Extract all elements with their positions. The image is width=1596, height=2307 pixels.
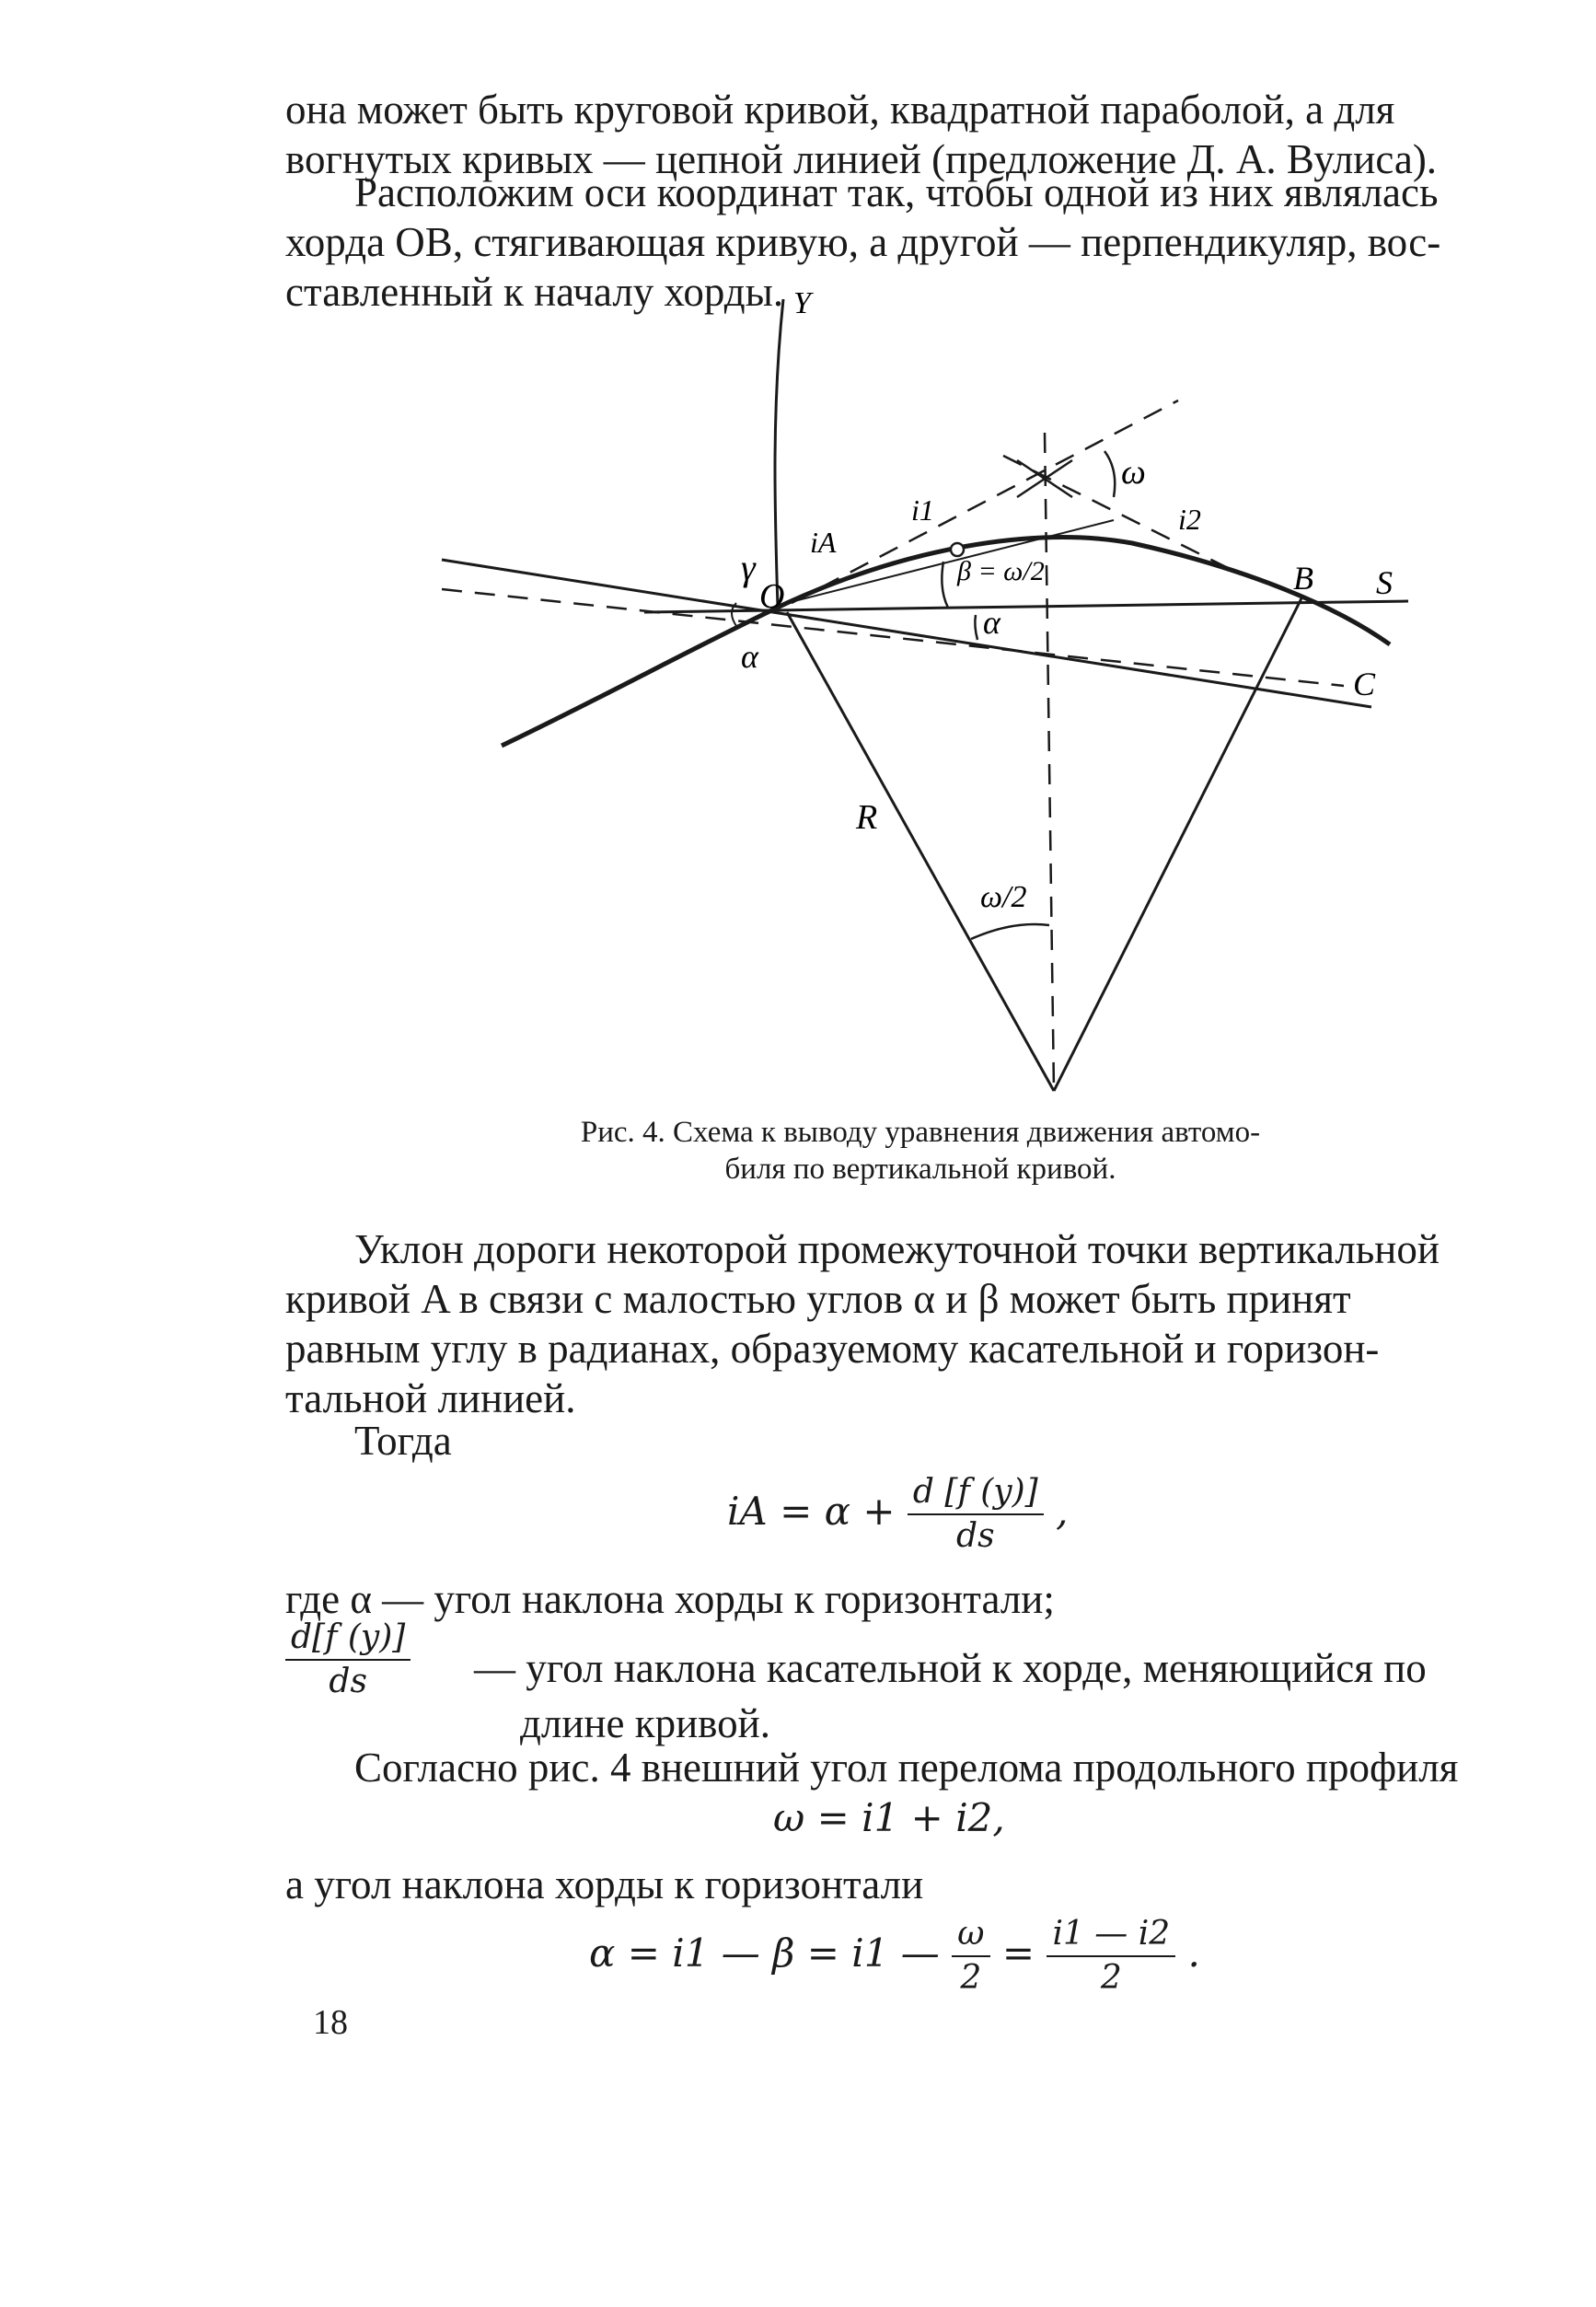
label-o: O (759, 577, 785, 616)
then-word: Тогда (354, 1418, 452, 1464)
label-omega-half: ω/2 (980, 880, 1027, 914)
formula-ia-tail: , (1056, 1489, 1069, 1534)
formula-alpha (589, 1915, 1200, 1998)
slope-line-3: равным углу в радианах, образуемому касательной и горизон- (285, 1326, 1380, 1372)
axes-line-3: ставленный к началу хорды. (285, 269, 784, 315)
formula-alpha-frac2 (1047, 1915, 1175, 1998)
then-paragraph (285, 1416, 1523, 1466)
omega-half-arc (971, 924, 1049, 939)
where-desc-2 (520, 1698, 1072, 1748)
formula-ia (727, 1473, 1068, 1556)
label-c: C (1353, 666, 1376, 702)
center-dashed (1045, 433, 1054, 1091)
radius-left (787, 612, 1054, 1091)
label-i2: i2 (1178, 503, 1201, 536)
formula-ia-fraction (908, 1473, 1044, 1556)
formula-alpha-frac2-den: 2 (1100, 1959, 1122, 1997)
slope-paragraph (285, 1224, 1523, 1423)
figure-caption (460, 1114, 1381, 1188)
axes-line-1: Расположим оси координат так, чтобы одной из них являлась (354, 169, 1439, 215)
formula-alpha-frac1-den: 2 (960, 1959, 982, 1997)
radius-right (1054, 597, 1302, 1091)
formula-alpha-end: . (1187, 1930, 1200, 1976)
where-line-1: где α — угол наклона хорды к горизонтали; (285, 1576, 1055, 1622)
formula-alpha-frac2-num: i1 — i2 (1047, 1915, 1175, 1957)
alpha-arc-mid (975, 615, 977, 640)
formula-alpha-frac1 (952, 1915, 989, 1998)
where-line-2: — угол наклона касательной к хорде, меняющийся по (474, 1645, 1427, 1691)
caption-line-1: Рис. 4. Схема к выводу уравнения движения автомо- (580, 1116, 1261, 1149)
chord-paragraph (285, 1860, 1523, 1909)
label-beta: β = ω/2 (957, 556, 1045, 586)
slope-line-1: Уклон дороги некоторой промежуточной точки вертикальной (354, 1226, 1440, 1272)
intro-line-2: вогнутых кривых — цепной линией (предложение Д. А. Вулиса). (285, 136, 1438, 182)
point-a (951, 543, 964, 556)
formula-ia-denominator: ds (956, 1517, 995, 1555)
according-line: Согласно рис. 4 внешний угол перелома продольного профиля (354, 1745, 1459, 1791)
where-fraction (285, 1618, 411, 1701)
where-frac-numerator: d[f (y)] (285, 1618, 411, 1661)
where-line-3: длине кривой. (520, 1700, 770, 1746)
label-gamma: γ (741, 547, 756, 588)
vertical-curve (502, 538, 1390, 746)
formula-ia-numerator: d [f (y)] (908, 1473, 1044, 1515)
line-to-c (442, 560, 1371, 707)
label-alpha-mid: α (983, 604, 1000, 641)
formula-alpha-part1: α = i1 — β = i1 — (589, 1930, 940, 1976)
slope-line-2: кривой A в связи с малостью углов α и β может быть принят (285, 1276, 1351, 1322)
y-axis (775, 299, 783, 608)
label-ia: iA (810, 526, 837, 559)
axes-line-2: хорда OB, стягивающая кривую, а другой — перпендикуляр, вос- (285, 219, 1441, 265)
according-paragraph (285, 1743, 1523, 1792)
label-b: B (1293, 560, 1313, 597)
beta-arc (942, 562, 948, 608)
intersection-mark (1017, 460, 1072, 497)
label-y: Y (793, 286, 811, 320)
where-paragraph (285, 1574, 1523, 1624)
label-i1: i1 (911, 493, 934, 527)
formula-ia-lhs: iA = α + (727, 1489, 896, 1534)
caption-line-2: биля по вертикальной кривой. (724, 1153, 1116, 1186)
formula-alpha-eq: = (1001, 1930, 1035, 1976)
formula-alpha-frac1-num: ω (952, 1915, 989, 1957)
figure-4-diagram (0, 0, 1596, 1105)
page-number: 18 (313, 2003, 348, 2042)
intro-line-1: она может быть круговой кривой, квадратной параболой, а для (285, 87, 1395, 133)
where-desc (474, 1643, 1523, 1693)
slope-line-4: тальной линией. (285, 1375, 576, 1421)
label-s: S (1376, 564, 1393, 601)
formula-omega: ω = i1 + i2, (773, 1795, 1005, 1840)
label-alpha-left: α (741, 638, 758, 675)
label-omega: ω (1121, 453, 1146, 492)
label-r: R (856, 798, 878, 837)
chord-line: а угол наклона хорды к горизонтали (285, 1861, 924, 1907)
omega-arc (1104, 451, 1115, 497)
where-frac-denominator: ds (329, 1663, 367, 1700)
